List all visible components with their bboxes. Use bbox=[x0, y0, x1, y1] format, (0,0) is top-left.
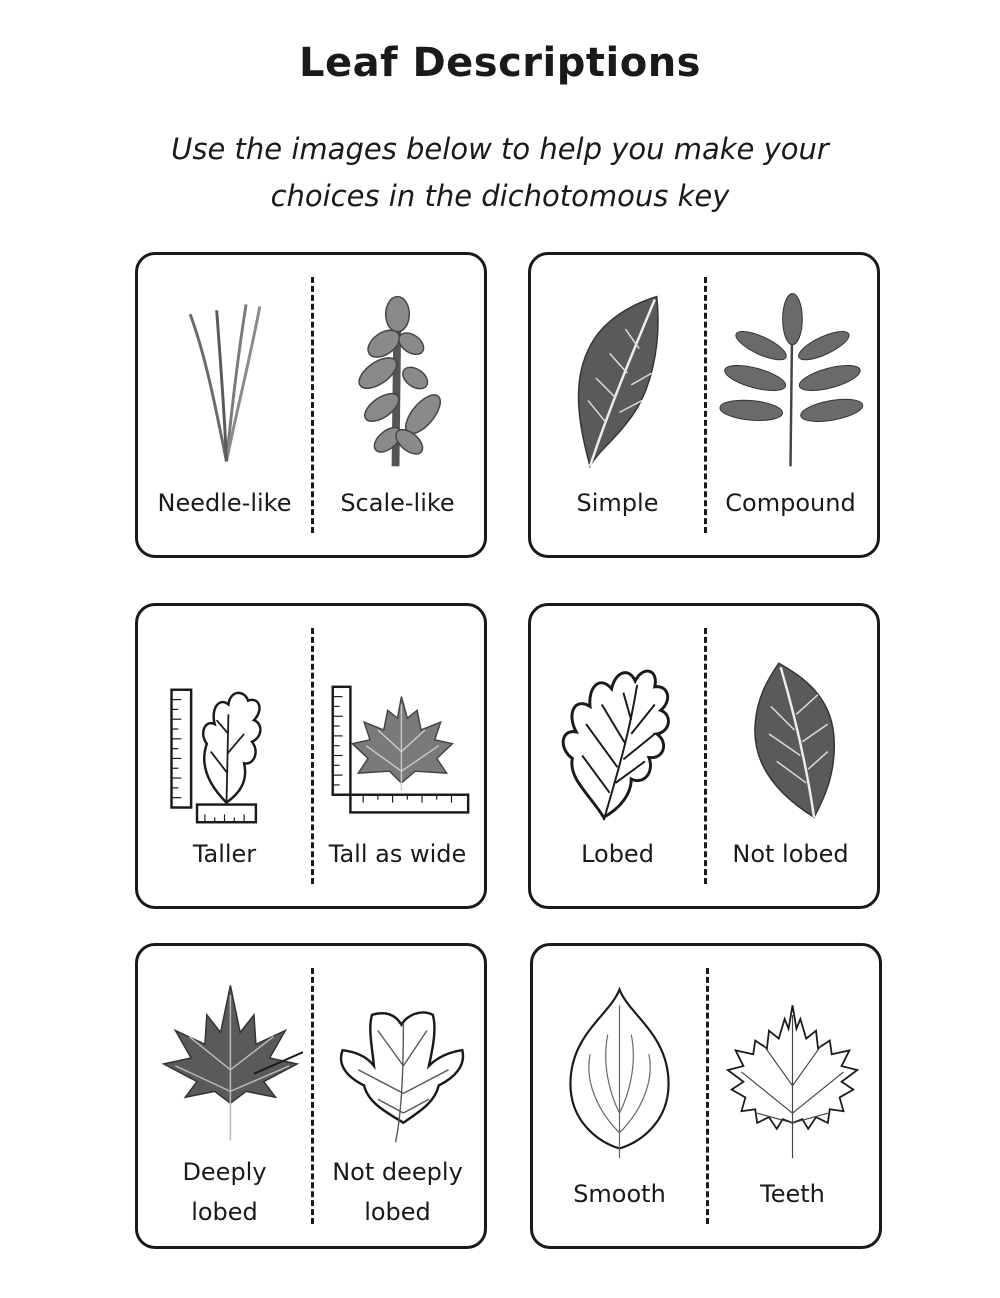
unlobed-leaf-icon bbox=[712, 634, 869, 824]
toothed-margin-leaf-icon bbox=[714, 974, 871, 1164]
label-teeth: Teeth bbox=[760, 1180, 825, 1208]
card-half-teeth bbox=[706, 946, 879, 1246]
label-compound: Compound bbox=[725, 489, 856, 517]
label-not-deeply-lobed-line-2: lobed bbox=[364, 1198, 431, 1226]
label-deeply-lobed bbox=[138, 1152, 311, 1232]
card-half-compound bbox=[704, 255, 877, 555]
smooth-margin-leaf-icon bbox=[541, 974, 698, 1164]
card-lobed bbox=[528, 603, 880, 909]
card-half-taller bbox=[138, 606, 311, 906]
simple-leaf-icon bbox=[539, 283, 696, 473]
card-margin bbox=[530, 943, 882, 1249]
card-half-not-lobed bbox=[704, 606, 877, 906]
card-half-smooth bbox=[533, 946, 706, 1246]
label-not-deeply-lobed-line-1: Not deeply bbox=[332, 1158, 463, 1186]
page-subtitle bbox=[150, 126, 850, 220]
compound-leaf-icon bbox=[712, 283, 869, 473]
card-half-deeply-lobed bbox=[138, 946, 311, 1246]
needle-leaf-icon bbox=[146, 283, 303, 473]
label-not-deeply-lobed bbox=[311, 1152, 484, 1232]
card-half-simple bbox=[531, 255, 704, 555]
label-deeply-lobed-line-1: Deeply bbox=[182, 1158, 267, 1186]
card-half-lobed bbox=[531, 606, 704, 906]
deeply-lobed-leaf-icon bbox=[146, 974, 303, 1144]
subtitle-line-2: choices in the dichotomous key bbox=[270, 179, 730, 213]
label-smooth: Smooth bbox=[573, 1180, 666, 1208]
card-needle-scale bbox=[135, 252, 487, 558]
card-simple-compound bbox=[528, 252, 880, 558]
card-half-scale bbox=[311, 255, 484, 555]
card-half-tall-as-wide bbox=[311, 606, 484, 906]
card-taller-wide bbox=[135, 603, 487, 909]
label-lobed: Lobed bbox=[581, 840, 654, 868]
label-not-lobed: Not lobed bbox=[732, 840, 849, 868]
label-scale-like: Scale-like bbox=[340, 489, 455, 517]
lobed-leaf-icon bbox=[539, 634, 696, 824]
label-deeply-lobed-line-2: lobed bbox=[191, 1198, 258, 1226]
card-deep bbox=[135, 943, 487, 1249]
card-half-needle bbox=[138, 255, 311, 555]
page-title: Leaf Descriptions bbox=[299, 40, 701, 86]
wide-leaf-ruler-icon bbox=[319, 634, 476, 824]
tall-leaf-ruler-icon bbox=[146, 634, 303, 824]
scale-leaf-icon bbox=[319, 283, 476, 473]
label-tall-as-wide: Tall as wide bbox=[328, 840, 467, 868]
label-needle-like: Needle-like bbox=[157, 489, 292, 517]
shallow-lobed-leaf-icon bbox=[319, 974, 476, 1144]
label-taller: Taller bbox=[192, 840, 257, 868]
label-simple: Simple bbox=[576, 489, 659, 517]
card-half-not-deeply-lobed bbox=[311, 946, 484, 1246]
subtitle-line-1: Use the images below to help you make your bbox=[171, 132, 829, 166]
